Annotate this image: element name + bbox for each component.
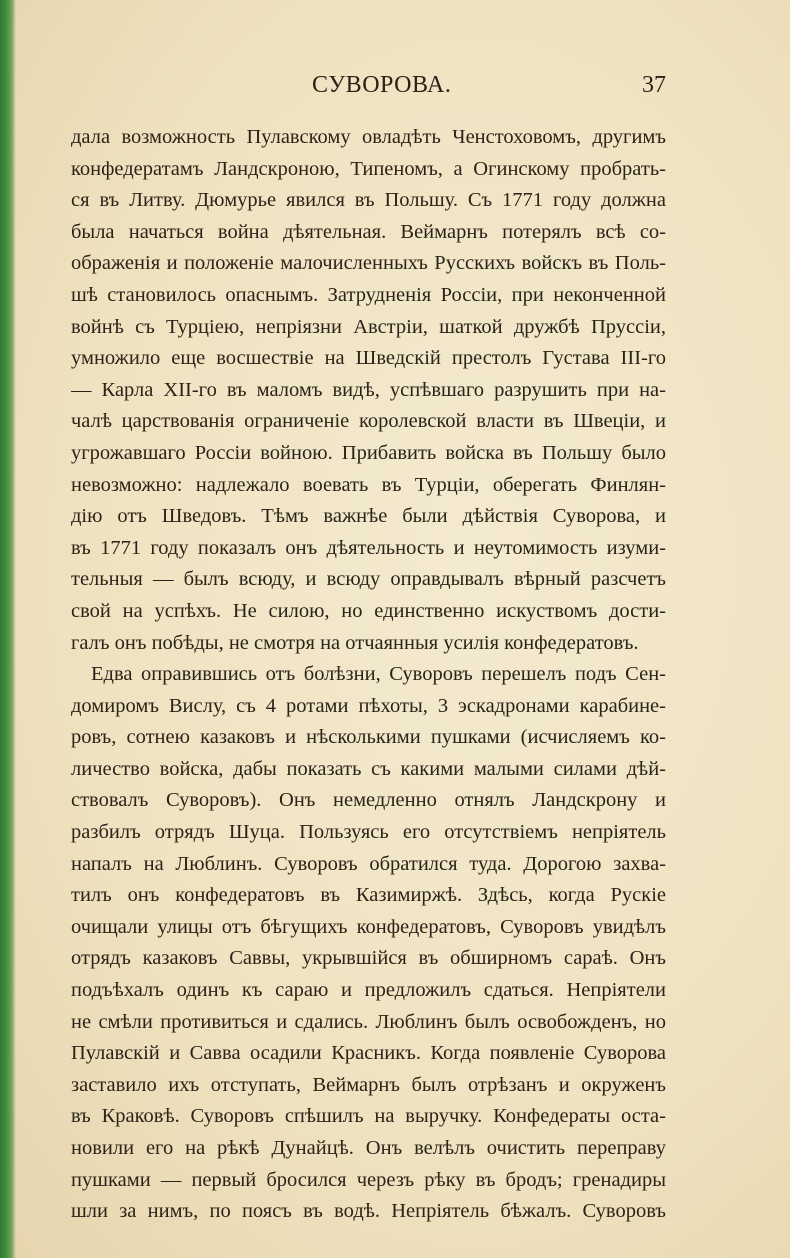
text-line: невозможно: надлежало воевать въ Турціи, оберегать Финлян-	[71, 473, 666, 496]
text-line: дала возможность Пулавскому овладѣть Ченстоховомъ, другимъ	[71, 126, 666, 148]
text-line: пушками — первый бросился черезъ рѣку въ бродъ; гренадиры	[71, 1168, 666, 1191]
text-line: не смѣли противиться и сдались. Люблинъ былъ освобожденъ, но	[71, 1010, 666, 1033]
text-line: отрядъ казаковъ Саввы, укрывшійся въ обширномъ сараѣ. Онъ	[71, 947, 666, 970]
text-line: дію отъ Шведовъ. Тѣмъ важнѣе были дѣйствія Суворова, и	[71, 505, 666, 528]
text-line: подъѣхалъ одинъ къ сараю и предложилъ сдаться. Непріятели	[71, 979, 666, 1002]
book-spine-edge	[0, 0, 16, 1258]
text-line: тельныя — былъ всюду, и всюду оправдывалъ вѣрный разсчетъ	[71, 568, 666, 591]
page-header	[90, 72, 680, 106]
text-line: угрожавшаго Россіи войною. Прибавить войска въ Польшу было	[71, 441, 666, 464]
text-line: напалъ на Люблинъ. Суворовъ обратился туда. Дорогою захва-	[71, 852, 666, 875]
body-text	[71, 122, 666, 1228]
text-line: войнѣ съ Турціею, непріязни Австріи, шаткой дружбѣ Пруссіи,	[71, 315, 666, 338]
text-line: ображенія и положеніе малочисленныхъ Русскихъ войскъ въ Поль-	[71, 252, 666, 275]
text-line: шѣ становилось опаснымъ. Затрудненія Россіи, при неконченной	[71, 283, 666, 306]
text-line: — Карла XII-го въ маломъ видѣ, успѣвшаго разрушить при на-	[71, 378, 666, 401]
text-line: шли за нимъ, по поясъ въ водѣ. Непріятель бѣжалъ. Суворовъ	[71, 1200, 666, 1223]
text-line: домиромъ Вислу, съ 4 ротами пѣхоты, 3 эскадронами карабине-	[71, 694, 666, 717]
text-line: въ 1771 году показалъ онъ дѣятельность и неутомимость изуми-	[71, 536, 666, 559]
text-line: свой на успѣхъ. Не силою, но единственно искуствомъ дости-	[71, 599, 666, 622]
text-line: личество войска, дабы показать съ какими малыми силами дѣй-	[71, 757, 666, 780]
text-line: тилъ онъ конфедератовъ въ Казимиржѣ. Здѣсь, когда Рускіе	[71, 884, 666, 907]
text-line: конфедератамъ Ландскроною, Типеномъ, а Огинскому пробрать-	[71, 157, 666, 180]
text-line: очищали улицы отъ бѣгущихъ конфедератовъ, Суворовъ увидѣлъ	[71, 915, 666, 938]
text-line: чалѣ царствованія ограниченіе королевской власти въ Швеціи, и	[71, 410, 666, 433]
text-line: галъ онъ побѣды, не смотря на отчаянныя усилія конфедератовъ.	[71, 631, 639, 654]
text-line: Едва оправившись отъ болѣзни, Суворовъ перешелъ подъ Сен-	[91, 663, 666, 686]
text-line: новили его на рѣкѣ Дунайцѣ. Онъ велѣлъ очистить переправу	[71, 1137, 666, 1159]
text-line: умножило еще восшествіе на Шведскій престолъ Густава III-го	[71, 347, 666, 370]
text-line: ровъ, сотнею казаковъ и нѣсколькими пушками (исчисляемъ ко-	[71, 726, 666, 749]
text-line: въ Краковѣ. Суворовъ спѣшилъ на выручку. Конфедераты оста-	[71, 1105, 666, 1128]
page-number: 37	[642, 72, 666, 98]
text-line: ствовалъ Суворовъ). Онъ немедленно отнялъ Ландскрону и	[71, 789, 666, 812]
text-line: ся въ Литву. Дюмурье явился въ Польшу. Съ 1771 году должна	[71, 189, 666, 212]
running-head: СУВОРОВА.	[312, 72, 452, 98]
text-line: Пулавскій и Савва осадили Красникъ. Когда появленіе Суворова	[71, 1042, 666, 1065]
text-line: была начаться война дѣятельная. Веймарнъ потерялъ всѣ со-	[71, 220, 666, 243]
text-line: разбилъ отрядъ Шуца. Пользуясь его отсутствіемъ непріятель	[71, 821, 666, 844]
text-line: заставило ихъ отступать, Веймарнъ былъ отрѣзанъ и окруженъ	[71, 1073, 666, 1096]
